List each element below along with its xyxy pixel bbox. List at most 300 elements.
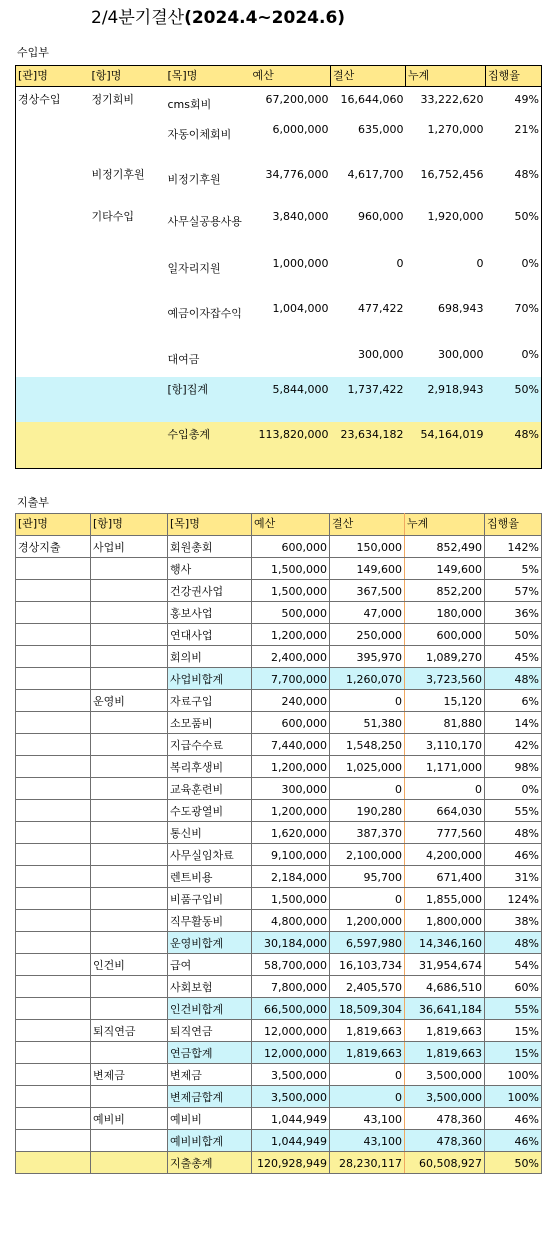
cell-budget: 600,000 [252,712,330,734]
cell-gwan [16,910,91,932]
total-row [16,1152,542,1174]
cell-budget: 300,000 [252,778,330,800]
cell-cumulative: 0 [476,256,484,270]
cell-mok: 급여 [168,954,252,976]
cell-mok: 예비비 [168,1108,252,1130]
cell-gwan [16,296,90,343]
cell-hang [91,844,168,866]
cell-rate: 70% [514,301,539,315]
cell-hang [91,646,168,668]
cell-settlement: 367,500 [330,580,405,602]
subtotal-row [16,1130,542,1152]
cell-mok: 수도광열비 [168,800,252,822]
cell-settlement: 18,509,304 [330,998,405,1020]
cell-settlement: 150,000 [330,536,405,558]
cell-rate: 50% [485,1152,542,1174]
subtotal-row [16,1086,542,1108]
cell-gwan [16,162,90,205]
cell-cumulative: 149,600 [405,558,485,580]
cell-gwan [16,998,91,1020]
table-row [16,888,542,910]
cell-settlement: 395,970 [330,646,405,668]
cell-budget: 7,700,000 [252,668,330,690]
cell-gwan [16,954,91,976]
cell-budget: 1,500,000 [252,888,330,910]
cell-gwan [16,1086,91,1108]
cell-rate: 48% [485,668,542,690]
cell-cumulative: 1,855,000 [405,888,485,910]
table-row [16,690,542,712]
table-row [16,624,542,646]
cell-gwan [16,668,91,690]
cell-rate: 14% [485,712,542,734]
cell-mok: 사무실임차료 [168,844,252,866]
cell-mok: 행사 [168,558,252,580]
cell-budget: 7,800,000 [252,976,330,998]
table-row [16,1064,542,1086]
cell-gwan [16,1064,91,1086]
cell-settlement: 1,819,663 [330,1042,405,1064]
cell-cumulative: 671,400 [405,866,485,888]
income-table [15,65,542,469]
cell-cumulative: 180,000 [405,602,485,624]
cell-rate: 6% [485,690,542,712]
cell-gwan: 경상지출 [16,536,91,558]
header-rate: 집행율 [485,514,542,536]
cell-budget: 30,184,000 [252,932,330,954]
cell-gwan [16,1020,91,1042]
table-row [16,756,542,778]
cell-settlement: 4,617,700 [347,167,404,181]
cell-rate: 46% [485,844,542,866]
subtotal-row [16,668,542,690]
cell-settlement: 95,700 [330,866,405,888]
cell-cumulative: 852,490 [405,536,485,558]
cell-hang [91,624,168,646]
table-row [16,162,542,205]
cell-cumulative: 14,346,160 [405,932,485,954]
cell-gwan [16,558,91,580]
cell-gwan [16,580,91,602]
cell-settlement: 28,230,117 [330,1152,405,1174]
header-budget: 예산 [252,514,330,536]
cell-cumulative: 33,222,620 [420,93,484,107]
cell-mok: 통신비 [168,822,252,844]
cell-settlement: 2,100,000 [330,844,405,866]
cell-hang: 변제금 [91,1064,168,1086]
cell-hang [91,1042,168,1064]
cell-hang [91,668,168,690]
cell-cumulative: 15,120 [405,690,485,712]
cell-mok: 회원총회 [168,536,252,558]
cell-mok: 퇴직연금 [168,1020,252,1042]
cell-settlement: 300,000 [358,348,404,362]
cell-hang [90,296,166,343]
table-row [16,976,542,998]
cell-gwan [16,932,91,954]
table-row [16,800,542,822]
cell-rate: 50% [485,624,542,646]
table-row [16,602,542,624]
table-row [16,646,542,668]
cell-rate: 0% [485,778,542,800]
cell-budget: 2,400,000 [252,646,330,668]
table-row [16,1108,542,1130]
header-row [16,66,542,87]
header-rate: 집행율 [486,66,542,87]
cell-cumulative: 478,360 [405,1108,485,1130]
table-row [16,734,542,756]
table-row [16,778,542,800]
cell-budget: 120,928,949 [252,1152,330,1174]
cell-settlement: 43,100 [330,1108,405,1130]
cell-settlement: 1,025,000 [330,756,405,778]
cell-cumulative: 478,360 [405,1130,485,1152]
cell-gwan: 경상수입 [18,93,61,107]
subtotal-row [16,377,542,422]
cell-rate: 54% [485,954,542,976]
cell-rate: 42% [485,734,542,756]
cell-hang [91,888,168,910]
cell-hang [91,800,168,822]
cell-hang: 사업비 [91,536,168,558]
cell-gwan [16,1130,91,1152]
table-row [16,558,542,580]
table-row [16,712,542,734]
cell-hang [90,342,166,377]
cell-rate: 57% [485,580,542,602]
cell-budget: 1,500,000 [252,580,330,602]
cell-hang [91,932,168,954]
cell-cumulative: 1,270,000 [427,122,484,136]
cell-mok: 대여금 [167,353,200,367]
cell-mok: 일자리지원 [167,261,221,275]
cell-rate: 46% [485,1130,542,1152]
cell-mok: 홍보사업 [168,602,252,624]
subtotal-row [16,998,542,1020]
cell-cumulative: 600,000 [405,624,485,646]
cell-budget: 1,004,000 [272,301,329,315]
cell-settlement: 23,634,182 [331,422,406,469]
cell-rate: 48% [514,167,539,181]
cell-settlement: 16,103,734 [330,954,405,976]
table-row [16,822,542,844]
cell-mok: 수입총계 [166,422,251,469]
cell-rate: 15% [485,1042,542,1064]
table-row [16,251,542,296]
table-row [16,910,542,932]
cell-gwan [16,1152,91,1174]
cell-hang [91,822,168,844]
cell-cumulative: 16,752,456 [420,167,484,181]
cell-mok: 사회보험 [168,976,252,998]
table-row [16,1020,542,1042]
cell-gwan [16,1042,91,1064]
cell-gwan [16,800,91,822]
cell-settlement: 1,737,422 [331,377,406,422]
cell-cumulative: 54,164,019 [406,422,486,469]
cell-rate: 0% [521,256,539,270]
cell-rate: 124% [485,888,542,910]
header-hang: [항]명 [91,514,168,536]
cell-budget: 5,844,000 [251,377,331,422]
cell-rate: 36% [485,602,542,624]
cell-settlement: 1,548,250 [330,734,405,756]
cell-budget: 113,820,000 [251,422,331,469]
cell-gwan [16,342,90,377]
cell-hang [91,712,168,734]
cell-gwan [16,844,91,866]
cell-budget: 3,500,000 [252,1064,330,1086]
cell-settlement: 0 [330,778,405,800]
cell-budget: 500,000 [252,602,330,624]
cell-mok: 지출총계 [168,1152,252,1174]
cell-gwan [16,756,91,778]
cell-mok: 자료구입 [168,690,252,712]
cell-cumulative: 36,641,184 [405,998,485,1020]
cell-rate: 38% [485,910,542,932]
cell-budget: 1,200,000 [252,624,330,646]
cell-mok: 직무활동비 [168,910,252,932]
cell-budget: 1,200,000 [252,756,330,778]
table-row [16,844,542,866]
cell-budget: 1,000,000 [272,256,329,270]
cell-cumulative: 60,508,927 [405,1152,485,1174]
cell-mok: 예금이자잡수익 [167,306,242,320]
cell-mok: 변제금합계 [168,1086,252,1108]
cell-settlement: 47,000 [330,602,405,624]
cell-settlement: 149,600 [330,558,405,580]
cell-budget: 7,440,000 [252,734,330,756]
cell-rate: 98% [485,756,542,778]
cell-settlement: 0 [330,1086,405,1108]
header-budget: 예산 [251,66,331,87]
cell-rate: 48% [485,932,542,954]
table-row [16,954,542,976]
cell-cumulative: 1,920,000 [427,210,484,224]
cell-mok: 예비비합계 [168,1130,252,1152]
cell-hang [91,976,168,998]
cell-hang: 운영비 [91,690,168,712]
header-gwan: [관]명 [16,66,90,87]
cell-budget: 240,000 [252,690,330,712]
cell-gwan [16,822,91,844]
cell-cumulative: 1,089,270 [405,646,485,668]
header-cumulative: 누계 [405,514,485,536]
cell-cumulative: 664,030 [405,800,485,822]
cell-settlement: 1,819,663 [330,1020,405,1042]
cell-hang [91,1086,168,1108]
cell-rate: 100% [485,1086,542,1108]
cell-gwan [16,117,90,162]
cell-gwan [16,712,91,734]
cell-settlement: 2,405,570 [330,976,405,998]
cell-mok: 소모품비 [168,712,252,734]
cell-budget: 600,000 [252,536,330,558]
cell-rate: 15% [485,1020,542,1042]
cell-gwan [16,422,90,469]
table-row [16,342,542,377]
report-period: (2024.4~2024.6) [184,8,346,28]
cell-mok: 비품구입비 [168,888,252,910]
cell-rate: 48% [485,822,542,844]
cell-gwan [16,377,90,422]
cell-budget: 4,800,000 [252,910,330,932]
cell-hang [90,117,166,162]
table-row [16,117,542,162]
cell-mok: 건강권사업 [168,580,252,602]
cell-cumulative: 300,000 [438,348,484,362]
cell-gwan [16,976,91,998]
cell-hang [90,377,166,422]
cell-hang: 정기회비 [91,93,135,107]
cell-settlement: 0 [330,1064,405,1086]
cell-cumulative: 1,171,000 [405,756,485,778]
cell-budget: 2,184,000 [252,866,330,888]
cell-budget: 3,500,000 [252,1086,330,1108]
cell-hang [90,251,166,296]
cell-cumulative: 81,880 [405,712,485,734]
cell-settlement: 250,000 [330,624,405,646]
cell-rate: 142% [485,536,542,558]
cell-settlement: 477,422 [358,301,404,315]
cell-cumulative: 3,500,000 [405,1086,485,1108]
cell-cumulative: 4,200,000 [405,844,485,866]
cell-hang [91,998,168,1020]
cell-gwan [16,690,91,712]
cell-settlement: 16,644,060 [340,93,404,107]
cell-cumulative: 31,954,674 [405,954,485,976]
cell-budget: 1,200,000 [252,800,330,822]
table-row [16,204,542,251]
cell-rate: 100% [485,1064,542,1086]
cell-budget: 67,200,000 [265,93,329,107]
cell-cumulative: 3,500,000 [405,1064,485,1086]
cell-rate: 50% [486,377,542,422]
header-gwan: [관]명 [16,514,91,536]
cell-gwan [16,646,91,668]
subtotal-row [16,1042,542,1064]
table-row [16,536,542,558]
cell-mok: [항]집계 [166,377,251,422]
cell-budget: 58,700,000 [252,954,330,976]
cell-mok: 연대사업 [168,624,252,646]
header-row [16,514,542,536]
cell-mok: 사업비합계 [168,668,252,690]
cell-mok: 복리후생비 [168,756,252,778]
cell-settlement: 0 [396,256,404,270]
cell-mok: 변제금 [168,1064,252,1086]
cell-gwan [16,778,91,800]
cell-budget: 3,840,000 [272,210,329,224]
cell-settlement: 43,100 [330,1130,405,1152]
total-row [16,422,542,469]
cell-rate: 55% [485,998,542,1020]
cell-hang [91,580,168,602]
cell-gwan [16,204,90,251]
report-title [91,3,345,28]
cell-budget: 1,500,000 [252,558,330,580]
cell-budget: 12,000,000 [252,1042,330,1064]
cell-settlement: 387,370 [330,822,405,844]
cell-gwan [16,624,91,646]
cell-rate: 49% [514,93,539,107]
cell-cumulative: 1,819,663 [405,1042,485,1064]
cell-hang [91,1152,168,1174]
cell-hang [91,1130,168,1152]
cell-gwan [16,602,91,624]
cell-rate: 21% [514,122,539,136]
cell-rate: 31% [485,866,542,888]
cell-settlement: 51,380 [330,712,405,734]
cell-cumulative: 1,819,663 [405,1020,485,1042]
cell-hang: 퇴직연금 [91,1020,168,1042]
cell-mok: 교육훈련비 [168,778,252,800]
header-mok: [목]명 [168,514,252,536]
header-cumulative: 누계 [406,66,486,87]
cell-settlement: 635,000 [358,122,404,136]
cell-hang: 기타수입 [91,210,135,224]
table-row [16,87,542,117]
cell-rate: 45% [485,646,542,668]
cell-gwan [16,734,91,756]
cell-hang [91,602,168,624]
subtotal-row [16,932,542,954]
cell-cumulative: 0 [405,778,485,800]
cell-hang [90,422,166,469]
header-settlement: 결산 [330,514,405,536]
table-row [16,296,542,343]
cell-hang [91,558,168,580]
cell-cumulative: 3,723,560 [405,668,485,690]
cell-settlement: 190,280 [330,800,405,822]
cell-mok: 지급수수료 [168,734,252,756]
cell-budget: 66,500,000 [252,998,330,1020]
cell-mok: 회의비 [168,646,252,668]
cell-settlement: 960,000 [358,210,404,224]
cell-cumulative: 777,560 [405,822,485,844]
cell-settlement: 1,260,070 [330,668,405,690]
table-row [16,866,542,888]
cell-budget: 1,044,949 [252,1130,330,1152]
cell-mok: 사무실공용사용 [167,215,242,229]
cell-gwan [16,888,91,910]
cell-rate: 5% [485,558,542,580]
income-section-label: 수입부 [17,46,49,59]
cell-mok: 운영비합계 [168,932,252,954]
cell-gwan [16,1108,91,1130]
cell-cumulative: 2,918,943 [406,377,486,422]
cell-cumulative: 852,200 [405,580,485,602]
cell-mok: cms회비 [167,98,212,112]
expense-table [15,513,542,1174]
cell-settlement: 0 [330,888,405,910]
cell-gwan [16,251,90,296]
report-title-text: 2/4분기결산 [91,8,185,28]
cell-rate: 60% [485,976,542,998]
cell-mok: 연금합계 [168,1042,252,1064]
cell-settlement: 1,200,000 [330,910,405,932]
cell-mok: 자동이체회비 [167,127,232,141]
cell-hang [91,866,168,888]
cell-settlement: 0 [330,690,405,712]
cell-cumulative: 4,686,510 [405,976,485,998]
cell-budget: 12,000,000 [252,1020,330,1042]
cell-budget: 6,000,000 [272,122,329,136]
cell-hang: 인건비 [91,954,168,976]
cell-budget [251,342,331,377]
cell-budget: 34,776,000 [265,167,329,181]
